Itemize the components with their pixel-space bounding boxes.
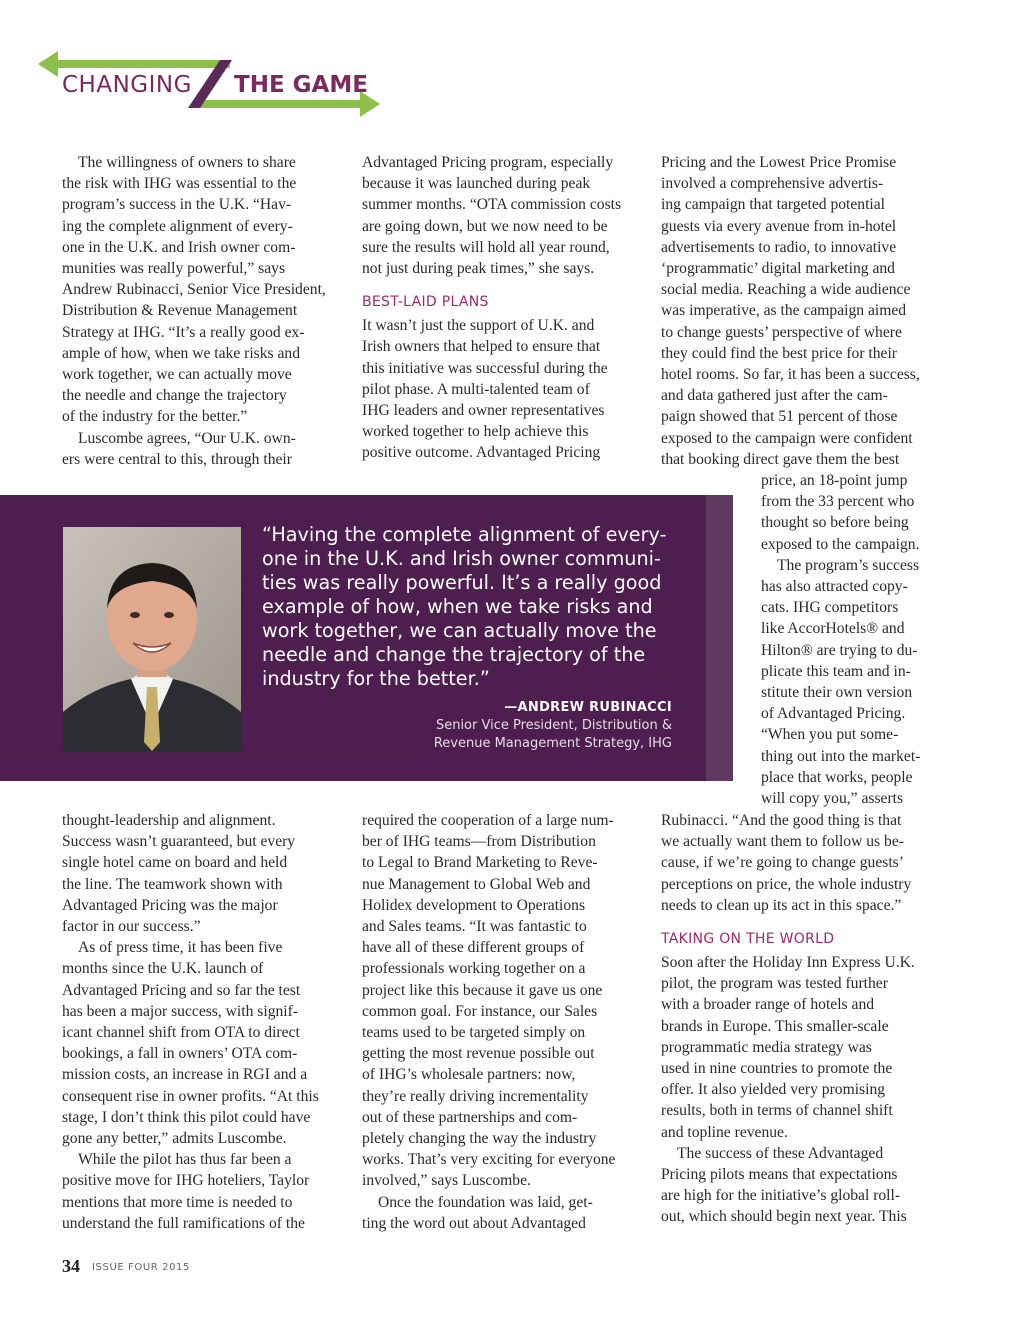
text-line: hotel rooms. So far, it has been a success,	[661, 366, 920, 384]
text-line: involved a comprehensive advertis-	[661, 175, 884, 193]
text-line: project like this because it gave us one	[362, 981, 603, 999]
page-number: 34	[62, 1256, 80, 1276]
text-line: thought-leadership and alignment.	[62, 812, 276, 829]
section-heading: TAKING ON THE WORLD	[661, 931, 835, 948]
quote-line: needle and change the trajectory of the	[262, 643, 646, 666]
text-line: Pricing and the Lowest Price Promise	[661, 154, 897, 171]
text-line: the line. The teamwork shown with	[62, 875, 283, 893]
portrait-photo	[63, 527, 241, 751]
text-line: The success of these Advantaged	[677, 1144, 884, 1162]
text-line: Irish owners that helped to ensure that	[362, 338, 601, 356]
text-line: bookings, a fall in owners’ OTA com-	[62, 1045, 298, 1063]
text-line: from the 33 percent who	[761, 493, 915, 511]
text-line: program’s success in the U.K. “Hav-	[62, 196, 292, 214]
text-line: works. That’s very exciting for everyone	[362, 1151, 616, 1169]
column-1-bottom	[62, 810, 332, 1234]
text-line: this initiative was successful during the	[362, 359, 608, 377]
text-line: months since the U.K. launch of	[62, 960, 264, 978]
text-line: IHG leaders and owner representatives	[362, 402, 605, 420]
text-line: ing the complete alignment of every-	[62, 217, 293, 235]
text-line: professionals working together on a	[362, 960, 586, 978]
text-line: to change guests’ perspective of where	[661, 323, 902, 341]
column-2-top	[362, 152, 632, 464]
text-line: of Advantaged Pricing.	[761, 705, 906, 723]
text-line: have all of these different groups of	[362, 939, 585, 957]
text-line: pilot, the program was tested further	[661, 975, 888, 993]
text-line: understand the full ramifications of the	[62, 1214, 305, 1232]
text-line: exposed to the campaign were confident	[661, 429, 913, 447]
text-line: thing out into the market-	[761, 747, 921, 765]
text-line: they could find the best price for their	[661, 344, 897, 362]
text-line: ample of how, when we take risks and	[62, 344, 301, 362]
text-line: Soon after the Holiday Inn Express U.K.	[661, 954, 915, 972]
quote-role-line-1: Senior Vice President, Distribution &	[435, 718, 672, 733]
text-line: involved,” says Luscombe.	[362, 1172, 531, 1190]
section-heading: BEST-LAID PLANS	[362, 294, 489, 311]
text-line: It wasn’t just the support of U.K. and	[362, 317, 595, 335]
text-line: brands in Europe. This smaller-scale	[661, 1017, 889, 1035]
pull-quote-band-edge	[706, 495, 733, 781]
text-line: Advantaged Pricing was the major	[62, 896, 278, 914]
column-2-bottom	[362, 810, 632, 1234]
text-line: stage, I don’t think this pilot could have	[62, 1108, 311, 1126]
text-line: Pricing pilots means that expectations	[661, 1166, 898, 1184]
text-line: guests via every avenue from in-hotel	[661, 217, 897, 235]
text-line: mentions that more time is needed to	[62, 1193, 293, 1211]
text-line: place that works, people	[761, 768, 913, 786]
issue-label: ISSUE FOUR 2015	[92, 1262, 190, 1273]
text-line: Holidex development to Operations	[362, 896, 586, 914]
text-line: cats. IHG competitors	[761, 599, 899, 617]
header-word-the-game: THE GAME	[234, 72, 368, 98]
text-line: results, both in terms of channel shift	[661, 1102, 893, 1120]
text-line: perceptions on price, the whole industry	[661, 875, 912, 893]
text-line: icant channel shift from OTA to direct	[62, 1024, 300, 1042]
text-line: the needle and change the trajectory	[62, 387, 287, 405]
text-line: pilot phase. A multi-talented team of	[362, 380, 590, 398]
text-line: Advantaged Pricing program, especially	[362, 154, 614, 171]
text-line: Andrew Rubinacci, Senior Vice President,	[62, 281, 326, 299]
text-line: As of press time, it has been five	[78, 939, 283, 957]
text-line: was imperative, as the campaign aimed	[661, 302, 907, 320]
quote-line: example of how, when we take risks and	[262, 595, 653, 618]
text-line: with a broader range of hotels and	[661, 996, 875, 1014]
text-line: the risk with IHG was essential to the	[62, 175, 297, 193]
text-line: social media. Reaching a wide audience	[661, 281, 911, 299]
text-line: thought so before being	[761, 514, 909, 532]
text-line: munities was really powerful,” says	[62, 260, 286, 278]
quote-line: one in the U.K. and Irish owner communi-	[262, 547, 661, 570]
pull-quote-text	[262, 523, 682, 691]
text-line: Rubinacci. “And the good thing is that	[661, 812, 902, 829]
column-3-top	[661, 152, 932, 470]
quote-line: industry for the better.”	[262, 667, 490, 690]
text-line: plicate this team and in-	[761, 662, 911, 680]
column-3-narrow	[761, 470, 932, 809]
text-line: because it was launched during peak	[362, 175, 591, 193]
text-line: ing campaign that targeted potential	[661, 196, 886, 214]
text-line: are high for the initiative’s global roll-	[661, 1187, 901, 1205]
text-line: one in the U.K. and Irish owner com-	[62, 238, 296, 256]
text-line: Luscombe agrees, “Our U.K. own-	[78, 429, 296, 447]
text-line: of IHG’s wholesale partners: now,	[362, 1066, 576, 1084]
text-line: paign showed that 51 percent of those	[661, 408, 898, 426]
text-line: offer. It also yielded very promising	[661, 1081, 886, 1099]
text-line: stitute their own version	[761, 684, 913, 702]
quote-attribution-role	[380, 717, 672, 753]
text-line: sure the results will hold all year round,	[362, 238, 610, 256]
text-line: required the cooperation of a large num-	[362, 812, 614, 829]
text-line: Hilton® are trying to du-	[761, 641, 918, 659]
text-line: factor in our success.”	[62, 918, 201, 936]
text-line: programmatic media strategy was	[661, 1038, 872, 1056]
text-line: and data gathered just after the cam-	[661, 387, 888, 405]
text-line: has been a major success, with signif-	[62, 1002, 299, 1020]
text-line: has also attracted copy-	[761, 578, 908, 596]
text-line: Success wasn’t guaranteed, but every	[62, 833, 296, 851]
quote-attribution-name: —ANDREW RUBINACCI	[504, 700, 672, 715]
text-line: are going down, but we now need to be	[362, 217, 608, 235]
text-line: needs to clean up its act in this space.”	[661, 896, 902, 914]
text-line: common goal. For instance, our Sales	[362, 1002, 598, 1020]
text-line: out of these partnerships and com-	[362, 1108, 578, 1126]
text-line: worked together to help achieve this	[362, 423, 589, 441]
text-line: While the pilot has thus far been a	[78, 1151, 292, 1169]
text-line: gone any better,” admits Luscombe.	[62, 1130, 287, 1148]
text-line: they’re really driving incrementality	[362, 1087, 589, 1105]
text-line: mission costs, an increase in RGI and a	[62, 1066, 308, 1084]
text-line: work together, we can actually move	[62, 366, 292, 384]
text-line: we actually want them to follow us be-	[661, 833, 904, 851]
text-line: will copy you,” asserts	[761, 790, 904, 808]
text-line: positive move for IHG hoteliers, Taylor	[62, 1172, 310, 1190]
text-line: of the industry for the better.”	[62, 408, 248, 426]
text-line: exposed to the campaign.	[761, 535, 920, 553]
text-line: Once the foundation was laid, get-	[378, 1193, 593, 1211]
text-line: that booking direct gave them the best	[661, 450, 900, 468]
quote-role-line-2: Revenue Management Strategy, IHG	[433, 736, 672, 751]
text-line: price, an 18-point jump	[761, 472, 908, 489]
text-line: Strategy at IHG. “It’s a really good ex-	[62, 323, 305, 341]
text-line: getting the most revenue possible out	[362, 1045, 595, 1063]
text-line: The willingness of owners to share	[78, 154, 296, 171]
quote-line: ties was really powerful. It’s a really good	[262, 571, 662, 594]
text-line: pletely changing the way the industry	[362, 1130, 597, 1148]
text-line: ‘programmatic’ digital marketing and	[661, 260, 895, 278]
column-1-top	[62, 152, 332, 470]
text-line: consequent rise in owner profits. “At this	[62, 1087, 319, 1105]
column-3-bottom	[661, 810, 932, 1228]
text-line: out, which should begin next year. This	[661, 1208, 907, 1226]
text-line: used in nine countries to promote the	[661, 1060, 893, 1078]
header-word-changing: CHANGING	[62, 72, 192, 98]
text-line: to Legal to Brand Marketing to Reve-	[362, 854, 598, 872]
text-line: ting the word out about Advantaged	[362, 1214, 586, 1232]
quote-line: “Having the complete alignment of every-	[262, 523, 667, 546]
text-line: Distribution & Revenue Management	[62, 302, 298, 320]
text-line: Advantaged Pricing and so far the test	[62, 981, 301, 999]
text-line: ers were central to this, through their	[62, 450, 292, 468]
text-line: and topline revenue.	[661, 1123, 788, 1141]
text-line: summer months. “OTA commission costs	[362, 196, 622, 214]
text-line: not just during peak times,” she says.	[362, 260, 595, 278]
text-line: and Sales teams. “It was fantastic to	[362, 918, 587, 936]
text-line: cause, if we’re going to change guests’	[661, 854, 904, 872]
text-line: single hotel came on board and held	[62, 854, 288, 872]
text-line: positive outcome. Advantaged Pricing	[362, 444, 601, 462]
quote-line: work together, we can actually move the	[262, 619, 657, 642]
text-line: nue Management to Global Web and	[362, 875, 591, 893]
text-line: “When you put some-	[761, 726, 899, 744]
text-line: ber of IHG teams—from Distribution	[362, 833, 596, 851]
text-line: The program’s success	[777, 556, 920, 574]
text-line: teams used to be targeted simply on	[362, 1024, 586, 1042]
text-line: like AccorHotels® and	[761, 620, 905, 638]
text-line: advertisements to radio, to innovative	[661, 238, 897, 256]
